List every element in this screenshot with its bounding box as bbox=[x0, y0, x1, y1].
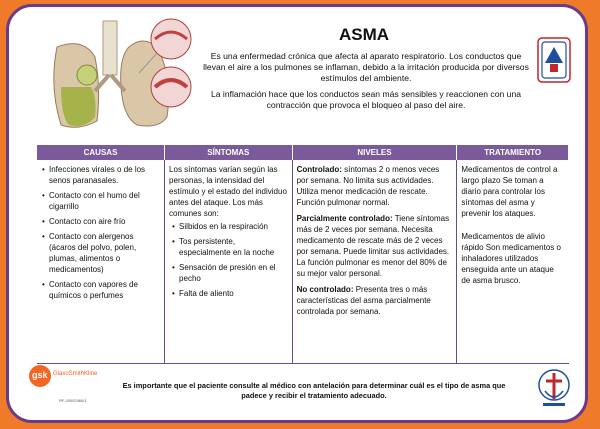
hospital-seal-icon bbox=[537, 37, 571, 83]
footer-note: Es importante que el paciente consulte al médico con antelación para determinar cuál es el tipo de asma que padece y recibir el tratamiento adecuado. bbox=[122, 381, 506, 400]
sintoma-item: • Sensación de presión en el pecho bbox=[179, 262, 288, 284]
header-causas: CAUSAS bbox=[37, 145, 165, 160]
header-niveles: NIVELES bbox=[292, 145, 457, 160]
causas-cell bbox=[37, 160, 165, 364]
nivel-controlado: Controlado: síntomas 2 o menos veces por semana. No limita sus actividades. Utiliza menor medicación de rescate. Función pulmonar normal. bbox=[296, 165, 440, 207]
causa-item: • Contacto con alergenos (ácaros del polvo, polen, plumas, alimentos o medicamentos) bbox=[49, 231, 160, 275]
sintoma-item: • Silbidos en la respiración bbox=[179, 221, 288, 232]
sintoma-item: • Tos persistente, especialmente en la noche bbox=[179, 236, 288, 258]
intro-paragraph-2: La inflamación hace que los conductos sean más sensibles y reaccionen con una contracción que provoca el bloqueo al paso del aire. bbox=[210, 89, 522, 110]
institution-seal-icon bbox=[537, 367, 571, 411]
causa-item: • Contacto con el humo del cigarrillo bbox=[49, 190, 160, 212]
causas-list bbox=[41, 164, 160, 301]
gsk-name: GlaxoSmithKline bbox=[53, 371, 98, 377]
page-title: ASMA bbox=[338, 25, 390, 44]
gsk-logo-icon: gsk bbox=[29, 365, 51, 387]
intro-text bbox=[201, 51, 531, 116]
sintomas-list bbox=[169, 221, 288, 299]
causa-item: • Contacto con aire frío bbox=[49, 216, 160, 227]
causa-item: • Contacto con vapores de químicos o perfumes bbox=[49, 279, 160, 301]
header-sintomas: SÍNTOMAS bbox=[165, 145, 293, 160]
nivel-parcial: Parcialmente controlado: Tiene síntomas más de 2 veces por semana. Necesita medicamento de rescate más de 2 veces por semana. Puede limitar sus actividades. La función pulmonar es menor del 80% de su mejor valor personal. bbox=[296, 214, 450, 278]
tratamiento-cell bbox=[457, 160, 569, 364]
sintomas-cell bbox=[165, 160, 293, 364]
sintomas-intro: Los síntomas varían según las personas, la intensidad del estímulo y el estado del individuo antes del ataque. Los más comunes son: bbox=[169, 165, 287, 218]
lungs-illustration bbox=[39, 17, 199, 135]
sintoma-item: • Falta de aliento bbox=[179, 288, 288, 299]
causa-item: • Infecciones virales o de los senos paranasales. bbox=[49, 164, 160, 186]
gsk-logo bbox=[29, 363, 99, 413]
header-tratamiento: TRATAMIENTO bbox=[457, 145, 569, 160]
nivel-no-controlado: No controlado: Presenta tres o más características del asma parcialmente controlada por semana. bbox=[296, 285, 431, 316]
gsk-code: RF-J0002460/1 bbox=[59, 398, 87, 403]
tratamiento-alivio: Medicamentos de alivio rápido Son medicamentos o inhaladores utilizados enseguida ante un ataque de asma brusco. bbox=[461, 232, 561, 285]
intro-paragraph-1: Es una enfermedad crónica que afecta al aparato respiratorio. Los conductos que llevan el aire a los pulmones se inflaman, debido a la irritación producida por diversos estímulos del ambiente. bbox=[203, 51, 529, 83]
tratamiento-control: Medicamentos de control a largo plazo Se toman a diario para controlar los síntomas del asma y prevenir los ataques. bbox=[461, 165, 558, 218]
asma-card bbox=[6, 4, 588, 423]
niveles-cell bbox=[292, 160, 457, 364]
info-table bbox=[37, 145, 569, 364]
